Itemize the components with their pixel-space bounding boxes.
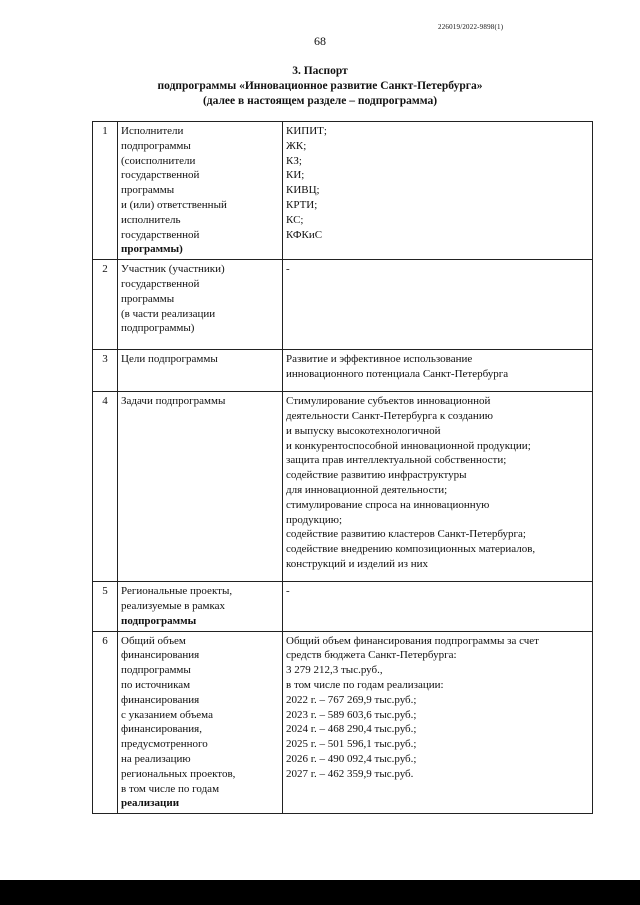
- row-name-line: Исполнители: [121, 125, 184, 137]
- row-value-line: инновационного потенциала Санкт-Петербурга: [286, 367, 509, 380]
- row-value-line: и конкурентоспособной инновационной продукции;: [286, 439, 531, 452]
- row-name-line: Задачи подпрограммы: [121, 395, 226, 408]
- row-name-line: региональных проектов,: [121, 767, 236, 780]
- row-value-line: КФКиС: [286, 228, 323, 241]
- row-name-cell: [118, 260, 283, 350]
- table-row: [93, 350, 593, 392]
- row-name-line: государственной: [121, 228, 200, 241]
- row-name-line: подпрограммы: [121, 664, 191, 677]
- row-name-line: государственной: [121, 277, 200, 290]
- row-value-line: содействие развитию инфраструктуры: [286, 469, 467, 482]
- row-value-cell: [283, 631, 593, 814]
- row-value-line: и выпуску высокотехнологичной: [286, 424, 441, 437]
- row-value-line: -: [286, 585, 290, 598]
- row-number: 6: [93, 631, 118, 814]
- row-value-line: продукцию;: [286, 513, 343, 526]
- heading-line-3: (далее в настоящем разделе – подпрограмма): [202, 95, 438, 107]
- row-name-line-bold: программы): [121, 243, 183, 256]
- row-number: 5: [93, 582, 118, 631]
- row-value-cell: [283, 392, 593, 582]
- row-name-line: на реализацию: [121, 752, 191, 765]
- document-code: 226019/2022-9898(1): [438, 23, 504, 31]
- heading-line-1: 3. Паспорт: [292, 65, 348, 77]
- row-name-line: финансирования,: [121, 723, 202, 736]
- table-row: [93, 582, 593, 631]
- row-value-line: в том числе по годам реализации:: [286, 678, 444, 691]
- row-name-line: (соисполнители: [121, 154, 196, 167]
- row-name-cell: [118, 631, 283, 814]
- row-name-line: подпрограммы: [121, 139, 191, 152]
- row-value-line: Стимулирование субъектов инновационной: [286, 395, 491, 408]
- row-value-line: содействие развитию кластеров Санкт-Петербурга;: [286, 528, 526, 541]
- row-name-line: Цели подпрограммы: [121, 353, 218, 366]
- row-value-line: КС;: [286, 213, 304, 226]
- row-name-line: и (или) ответственный: [121, 198, 227, 211]
- row-name-cell: [118, 122, 283, 260]
- page-bottom-border: [0, 880, 640, 905]
- row-value-line: КИ;: [286, 169, 305, 182]
- row-name-line: с указанием объема: [121, 708, 213, 721]
- row-value-line: 2024 г. – 468 290,4 тыс.руб.;: [286, 723, 417, 736]
- row-value-line: 3 279 212,3 тыс.руб.,: [286, 664, 383, 677]
- row-value-line: средств бюджета Санкт-Петербурга:: [286, 649, 457, 662]
- passport-table: [92, 121, 593, 814]
- row-name-line: Общий объем: [121, 634, 186, 647]
- row-name-line: в том числе по годам: [121, 782, 220, 795]
- row-name-line: государственной: [121, 169, 200, 182]
- section-heading: [0, 64, 640, 109]
- page-number: 68: [314, 34, 326, 48]
- row-value-line: деятельности Санкт-Петербурга к созданию: [286, 409, 493, 422]
- row-value-line: защита прав интеллектуальной собственности;: [286, 454, 507, 467]
- row-value-line: 2026 г. – 490 092,4 тыс.руб.;: [286, 752, 417, 765]
- row-name-line: реализуемые в рамках: [121, 599, 226, 612]
- row-value-line: Общий объем финансирования подпрограммы за счет: [286, 634, 539, 647]
- row-value-cell: [283, 260, 593, 350]
- row-name-cell: [118, 392, 283, 582]
- row-value-line: ЖК;: [286, 139, 307, 152]
- row-name-line: по источникам: [121, 678, 191, 691]
- row-name-cell: [118, 582, 283, 631]
- row-value-line: КРТИ;: [286, 198, 318, 211]
- row-name-cell: [118, 350, 283, 392]
- row-number: 2: [93, 260, 118, 350]
- row-name-line: Участник (участники): [121, 263, 225, 276]
- row-name-line: финансирования: [121, 693, 200, 706]
- row-name-line: программы: [121, 184, 175, 197]
- row-value-line: -: [286, 263, 290, 276]
- row-value-line: 2022 г. – 767 269,9 тыс.руб.;: [286, 693, 417, 706]
- row-value-line: КИВЦ;: [286, 184, 320, 197]
- row-value-line: 2025 г. – 501 596,1 тыс.руб.;: [286, 738, 417, 751]
- row-value-line: содействие внедрению композиционных материалов,: [286, 543, 536, 556]
- row-name-line-bold: подпрограммы: [121, 614, 197, 627]
- table-row: [93, 260, 593, 350]
- table-row: [93, 392, 593, 582]
- row-value-line: для инновационной деятельности;: [286, 483, 448, 496]
- table-row: [93, 631, 593, 814]
- table-row: [93, 122, 593, 260]
- row-name-line: Региональные проекты,: [121, 585, 233, 598]
- row-value-line: КЗ;: [286, 154, 302, 167]
- row-name-line: предусмотренного: [121, 738, 208, 751]
- row-name-line-bold: реализации: [121, 797, 180, 810]
- row-name-line: (в части реализации: [121, 307, 216, 320]
- row-value-line: конструкций и изделий из них: [286, 557, 429, 570]
- row-number: 4: [93, 392, 118, 582]
- row-value-line: 2027 г. – 462 359,9 тыс.руб.: [286, 767, 414, 780]
- row-value-cell: [283, 582, 593, 631]
- row-value-cell: [283, 122, 593, 260]
- row-value-line: КИПИТ;: [286, 125, 327, 137]
- row-name-line: финансирования: [121, 649, 200, 662]
- row-number: 1: [93, 122, 118, 260]
- row-name-line: подпрограммы): [121, 322, 195, 335]
- row-value-line: стимулирование спроса на инновационную: [286, 498, 490, 511]
- row-name-line: исполнитель: [121, 213, 181, 226]
- row-value-line: 2023 г. – 589 603,6 тыс.руб.;: [286, 708, 417, 721]
- heading-line-2: подпрограммы «Инновационное развитие Санкт-Петербурга»: [157, 80, 483, 92]
- row-value-line: Развитие и эффективное использование: [286, 353, 473, 366]
- row-value-cell: [283, 350, 593, 392]
- row-name-line: программы: [121, 292, 175, 305]
- row-number: 3: [93, 350, 118, 392]
